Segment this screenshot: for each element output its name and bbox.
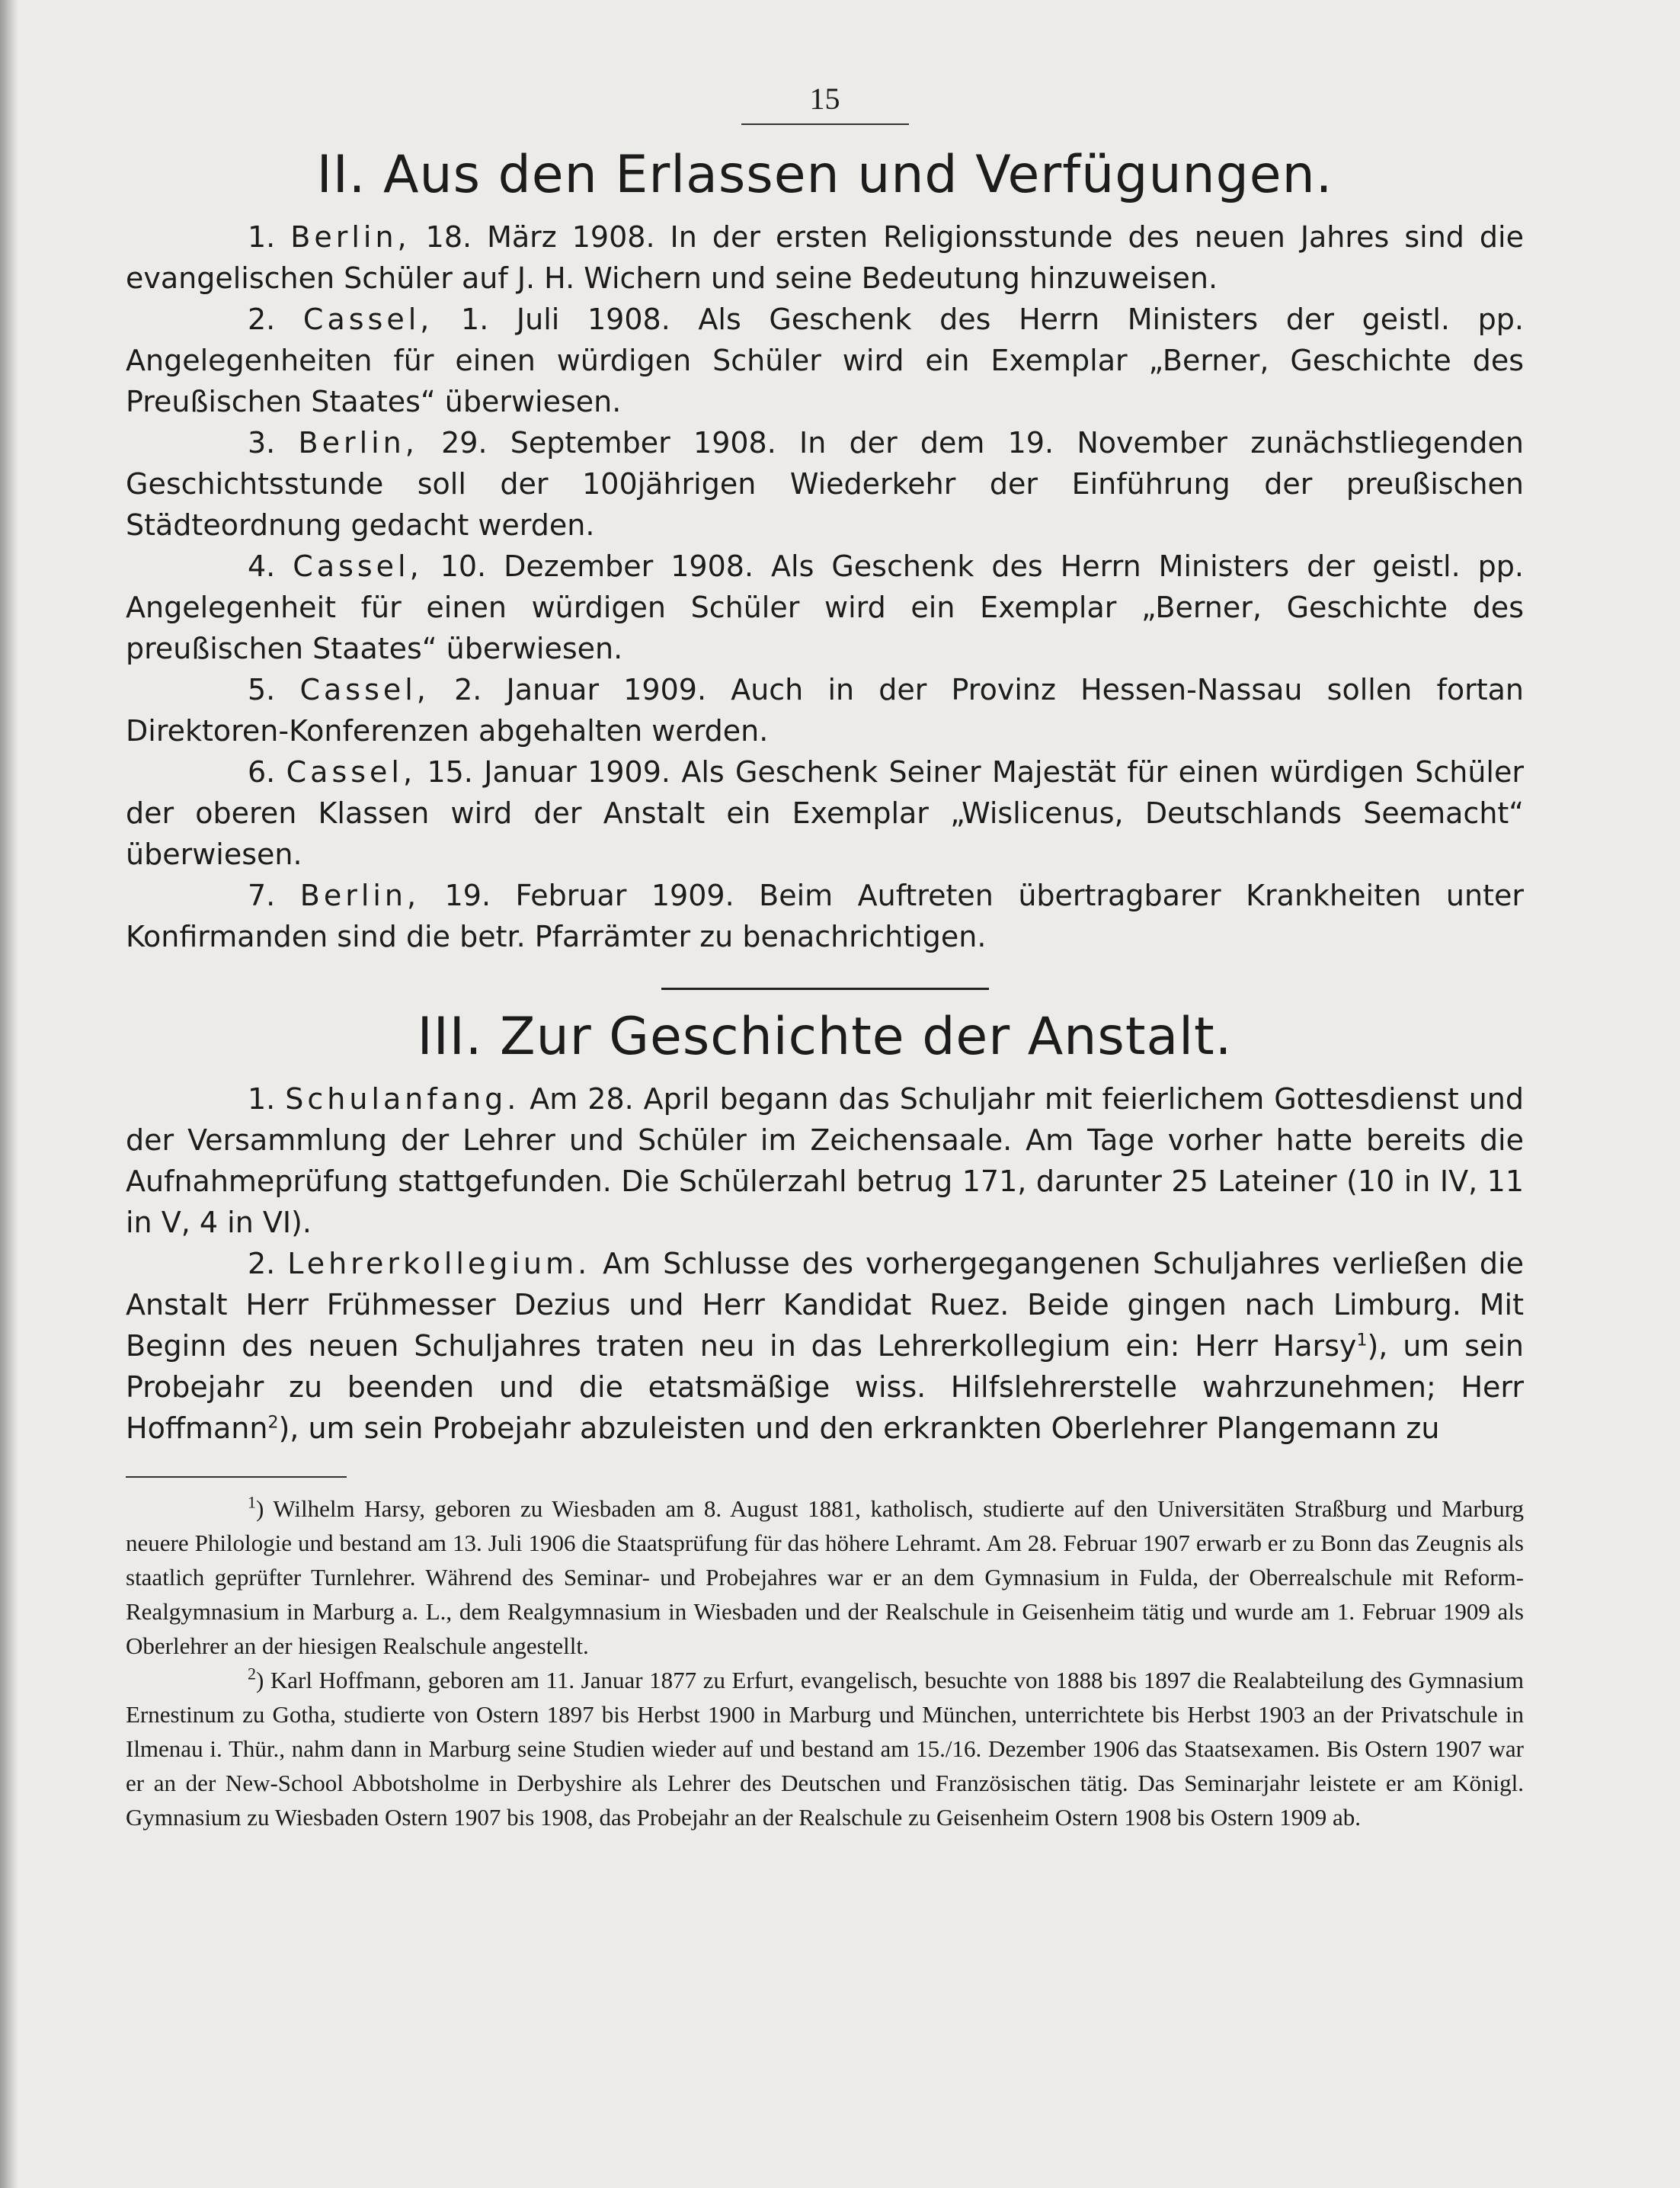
history-item: 1. Schulanfang. Am 28. April begann das Schuljahr mit feierlichem Gottesdienst und der Versammlung der Lehrer und Schüler im Zeichensaale. Am Tage vorher hatte bereits die Aufnahmeprüfung stattgefunden. Die Schülerzahl betrug 171, darunter 25 Lateiner (10 in IV, 11 in V, 4 in VI). (126, 1082, 1524, 1239)
history-item: 2. Lehrerkollegium. Am Schlusse des vorhergegangenen Schuljahres verließen die Anstalt Herr Frühmesser Dezius und Herr Kandidat Ruez. Beide gingen nach Limburg. Mit Beginn des neuen Schuljahres traten neu in das Lehrerkollegium ein: Herr Harsy$^1$), um sein Probejahr zu beenden und die etatsmäßige wiss. Hilfslehrerstelle wahrzunehmen; Herr Hoffmann$^2$), um sein Probejahr abzuleisten und den erkrankten Oberlehrer Plangemann zu (126, 1247, 1525, 1445)
decree-place: Cassel, (302, 303, 434, 336)
decree-item: 4. Cassel, 10. Dezember 1908. Als Geschenk des Herrn Ministers der geistl. pp. Angelegenheit für einen würdigen Schüler wird ein Exemplar „Berner, Geschichte des preußischen Staates“ überwiesen. (126, 549, 1524, 665)
history-heading: Lehrerkollegium. (287, 1247, 591, 1280)
section-heading-2: II. Aus den Erlassen und Verfügungen. (316, 145, 1333, 205)
decree-place: Berlin, (298, 426, 418, 460)
section-divider (661, 988, 989, 990)
decree-place: Cassel, (299, 673, 430, 706)
footnote-ref: 2 (267, 1413, 279, 1433)
page-content (126, 84, 1524, 1834)
page-number: 15 (741, 84, 909, 125)
section-heading-3: III. Zur Geschichte der Anstalt. (417, 1007, 1233, 1067)
footnote-ref: 1 (1356, 1331, 1368, 1350)
decree-place: Berlin, (290, 220, 411, 254)
decree-item: 3. Berlin, 29. September 1908. In der dem 19. November zunächstliegenden Geschichtsstunde soll der 100jährigen Wiederkehr der Einführung der preußischen Städteordnung gedacht werden. (126, 426, 1524, 542)
footnote: $^2$) Karl Hoffmann, geboren am 11. Januar 1877 zu Erfurt, evangelisch, besuchte von 1888 bis 1897 die Realabteilung des Gymnasium Ernestinum zu Gotha, studierte von Ostern 1897 bis Herbst 1900 in Marburg und München, unterrichtete bis Herbst 1903 an der Privatschule in Ilmenau i. Thür., nahm dann in Marburg seine Studien wieder auf und bestand am 15./16. Dezember 1906 das Staatsexamen. Bis Ostern 1907 war er an der New-School Abbotsholme in Derbyshire als Lehrer des Deutschen und Französischen tätig. Das Seminarjahr leistete er am Königl. Gymnasium zu Wiesbaden Ostern 1907 bis 1908, das Probejahr an der Realschule zu Geisenheim Ostern 1908 bis Ostern 1909 ab. (126, 1664, 1524, 1831)
history-heading: Schulanfang. (285, 1082, 520, 1116)
decree-place: Cassel, (293, 549, 423, 583)
decree-item: 2. Cassel, 1. Juli 1908. Als Geschenk des Herrn Ministers der geistl. pp. Angelegenheiten für einen würdigen Schüler wird ein Exemplar „Berner, Geschichte des Preußischen Staates“ überwiesen. (126, 303, 1524, 418)
footnote-divider (126, 1476, 347, 1478)
decree-list (126, 216, 1524, 957)
footnote: $^1$) Wilhelm Harsy, geboren zu Wiesbaden am 8. August 1881, katholisch, studierte auf den Universitäten Straßburg und Marburg neuere Philologie und bestand am 13. Juli 1906 die Staatsprüfung für das höhere Lehramt. Am 28. Februar 1907 erwarb er zu Bonn das Zeugnis als staatlich geprüfter Turnlehrer. Während des Seminar- und Probejahres war er an dem Gymnasium in Fulda, der Oberrealschule mit Reform-Realgymnasium in Marburg a. L., dem Realgymnasium in Wiesbaden und der Realschule in Geisenheim tätig und wurde am 1. Februar 1909 als Oberlehrer an der hiesigen Realschule angestellt. (126, 1492, 1524, 1659)
binding-shadow (0, 0, 18, 2188)
decree-place: Cassel, (286, 755, 417, 789)
decree-item: 5. Cassel, 2. Januar 1909. Auch in der Provinz Hessen-Nassau sollen fortan Direktoren-Konferenzen abgehalten werden. (126, 673, 1524, 748)
decree-item: 7. Berlin, 19. Februar 1909. Beim Auftreten übertragbarer Krankheiten unter Konfirmanden sind die betr. Pfarrämter zu benachrichtigen. (126, 879, 1524, 953)
decree-place: Berlin, (299, 879, 421, 912)
decree-item: 6. Cassel, 15. Januar 1909. Als Geschenk Seiner Majestät für einen würdigen Schüler der oberen Klassen wird der Anstalt ein Exemplar „Wislicenus, Deutschlands Seemacht“ überwiesen. (126, 755, 1524, 871)
decree-item: 1. Berlin, 18. März 1908. In der ersten Religionsstunde des neuen Jahres sind die evangelischen Schüler auf J. H. Wichern und seine Bedeutung hinzuweisen. (126, 220, 1524, 295)
